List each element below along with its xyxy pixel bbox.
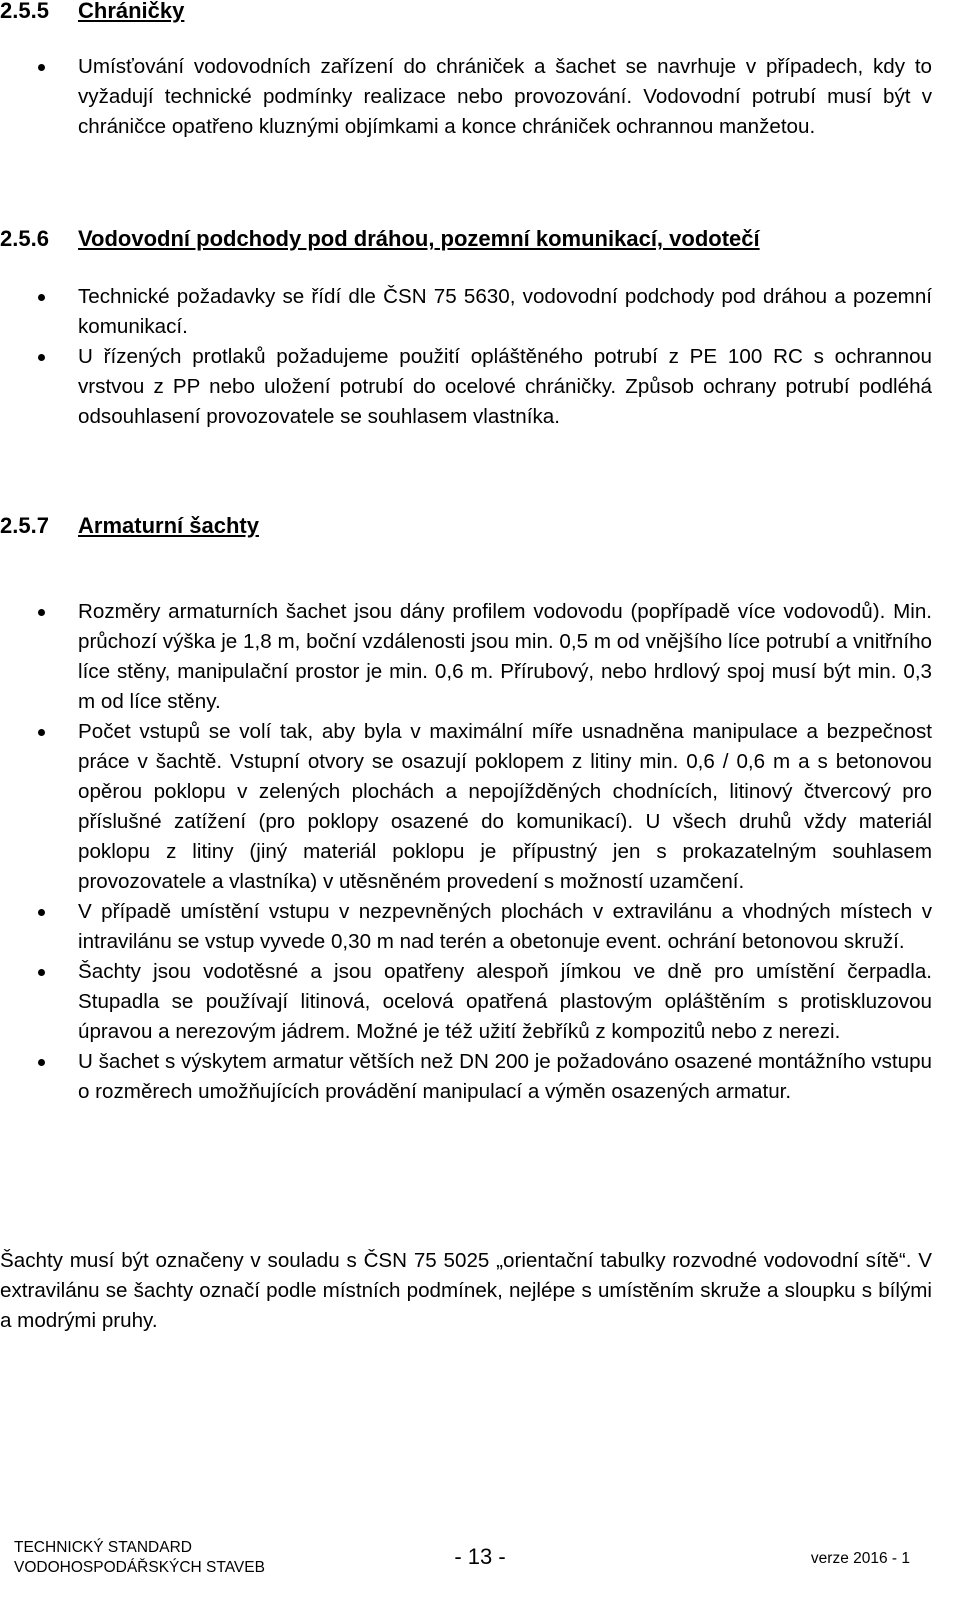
footer-line-1: TECHNICKÝ STANDARD <box>14 1539 192 1556</box>
version-label: verze 2016 - 1 <box>810 1550 910 1567</box>
list-item-text: Rozměry armaturních šachet jsou dány profilem vodovodu (popřípadě více vodovodů). Min. průchozí výška je 1,8 m, boční vzdálenosti jsou min. 0,5 m od vnějšího líce potrubí a vnitřního líce stěny, manipulační prostor je min. 0,6 m. Přírubový, nebo hrdlový spoj musí být min. 0,3 m od líce stěny. <box>78 600 932 713</box>
list-item <box>0 282 932 342</box>
list-item-text: U řízených protlaků požadujeme použití opláštěného potrubí z PE 100 RC s ochrannou vrstvou z PP nebo uložení potrubí do ocelové chráničky. Způsob ochrany potrubí podléhá odsouhlasení provozovatele se souhlasem vlastníka. <box>78 345 932 428</box>
section-heading-2-5-5 <box>0 0 184 24</box>
bullet-icon <box>38 909 45 916</box>
footer-line-2: VODOHOSPODÁŘSKÝCH STAVEB <box>14 1559 265 1576</box>
section-title: Armaturní šachty <box>78 513 259 538</box>
list-item <box>0 717 932 897</box>
section-heading-2-5-6 <box>0 226 760 252</box>
list-item <box>0 52 932 142</box>
list-item <box>0 957 932 1047</box>
section-title: Chráničky <box>78 0 185 23</box>
bullet-list-2-5-6 <box>0 282 932 432</box>
bullet-icon <box>38 294 45 301</box>
section-number: 2.5.5 <box>0 0 49 23</box>
page-number: - 13 - <box>454 1544 506 1569</box>
section-heading-2-5-7 <box>0 513 259 539</box>
bullet-icon <box>38 354 45 361</box>
list-item <box>0 597 932 717</box>
list-item-text: U šachet s výskytem armatur větších než DN 200 je požadováno osazené montážního vstupu o rozměrech umožňujících provádění manipulací a výměn osazených armatur. <box>78 1050 932 1103</box>
bullet-list-2-5-5 <box>0 52 932 142</box>
list-item-text: Technické požadavky se řídí dle ČSN 75 5630, vodovodní podchody pod dráhou a pozemní komunikací. <box>78 285 932 338</box>
bullet-icon <box>38 729 45 736</box>
list-item-text: Šachty jsou vodotěsné a jsou opatřeny alespoň jímkou ve dně pro umístění čerpadla. Stupadla se používají litinová, ocelová opatřená plastovým opláštěním s protiskluzovou úpravou a nerezovým jádrem. Možné je též užití žebříků z kompozitů nebo z nerezi. <box>78 960 932 1043</box>
list-item-text: Počet vstupů se volí tak, aby byla v maximální míře usnadněna manipulace a bezpečnost práce v šachtě. Vstupní otvory se osazují poklopem z litiny min. 0,6 / 0,6 m a s betonovou opěrou poklopu v zelených plochách a nepojížděných chodnících, litinový čtvercový pro příslušné zatížení (pro poklopy osazené do komunikací). U všech druhů vždy materiál poklopu z litiny (jiný materiál poklopu je přípustný jen s prokazatelným souhlasem provozovatele a vlastníka) v utěsněném provedení s možností uzamčení. <box>78 720 932 893</box>
section-number: 2.5.7 <box>0 513 49 538</box>
bullet-icon <box>38 64 45 71</box>
list-item <box>0 342 932 432</box>
bullet-icon <box>38 609 45 616</box>
bullet-icon <box>38 969 45 976</box>
bullet-list-2-5-7 <box>0 597 932 1107</box>
closing-paragraph: Šachty musí být označeny v souladu s ČSN 75 5025 „orientační tabulky rozvodné vodovodní sítě“. V extravilánu se šachty označí podle místních podmínek, nejlépe s umístěním skruže a sloupku s bílými a modrými pruhy. <box>0 1249 932 1332</box>
bullet-icon <box>38 1059 45 1066</box>
list-item <box>0 1047 932 1107</box>
list-item-text: V případě umístění vstupu v nezpevněných plochách v extravilánu a vhodných místech v intravilánu se vstup vyvede 0,30 m nad terén a obetonuje event. ochrání betonovou skruží. <box>78 900 932 953</box>
section-number: 2.5.6 <box>0 226 49 251</box>
page-footer <box>0 1538 960 1598</box>
list-item <box>0 897 932 957</box>
list-item-text: Umísťování vodovodních zařízení do chrániček a šachet se navrhuje v případech, kdy to vyžadují technické podmínky realizace nebo provozování. Vodovodní potrubí musí být v chráničce opatřeno kluznými objímkami a konce chrániček ochrannou manžetou. <box>78 55 932 138</box>
section-title: Vodovodní podchody pod dráhou, pozemní komunikací, vodotečí <box>78 226 760 251</box>
